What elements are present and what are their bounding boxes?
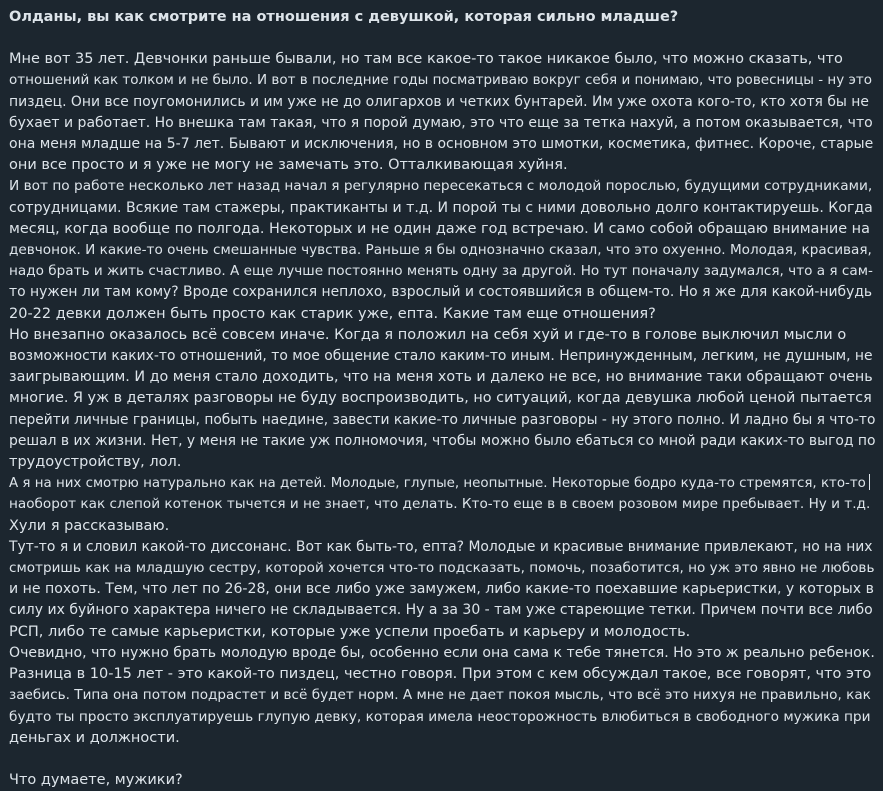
post-line: заебись. Типа она потом подрастет и всё будет норм. А мне не дает покоя мысль, что всё это нихуя не правильно, как [9, 687, 871, 704]
post-line: заигрывающим. И до меня стало доходить, что на меня хоть и далеко не все, но внимание таки обращают очень [9, 369, 873, 386]
post-closing-question: Что думаете, мужики? [9, 772, 183, 789]
post-line: Но внезапно оказалось всё совсем иначе. Когда я положил на себя хуй и где-то в голове выключил мысли о [9, 326, 847, 343]
post-line: наоборот как слепой котенок тычется и не знает, что делать. Кто-то еще в в своем розовом мире пребывает. Ну и т.д. [9, 496, 871, 513]
post-line: силу их буйного характера ничего не складывается. Ну а за 30 - там уже стареющие тетки. Причем почти все либо [9, 602, 873, 619]
post-line: Мне вот 35 лет. Девчонки раньше бывали, но там все какое-то такое никакое было, что можно сказать, что [9, 51, 843, 68]
post-line: отношений как толком и не было. И вот в последние годы посматриваю вокруг себя и понимаю, что ровесницы - ну это [9, 72, 873, 89]
post-line: они все просто и я уже не могу не замечать это. Отталкивающая хуйня. [9, 157, 568, 174]
post-line: перейти личные границы, побыть наедине, завести какие-то личные разговоры - ну этого полно. И ладно бы я что-то [9, 411, 876, 428]
post-line: деньгах и должности. [9, 729, 180, 746]
post-line: и не похоть. Тем, что лет по 26-28, они все либо уже замужем, либо какие-то поехавшие карьеристки, у которых в [9, 581, 874, 598]
post-line: Разница в 10-15 лет - это какой-то пиздец, честно говоря. При этом с кем обсуждал такое, все говорят, что это [9, 666, 872, 683]
post-line: 20-22 девки должен быть просто как старик уже, епта. Какие там еще отношения? [9, 305, 656, 322]
post-line: надо брать и жить счастливо. А еще лучше постоянно менять одну за другой. Но тут поначалу задумался, что а я сам- [9, 263, 873, 280]
post-body [9, 49, 875, 791]
post-line: возможности каких-то отношений, то мое общение стало каким-то иным. Непринужденным, легким, не душным, не [9, 348, 873, 365]
post-title: Олданы, вы как смотрите на отношения с девушкой, которая сильно младше? [9, 9, 679, 25]
post [9, 7, 875, 791]
post-line: многие. Я уж в деталях разговоры не буду воспроизводить, но ситуаций, когда девушка любой ценой пытается [9, 390, 872, 407]
post-line: бухает и работает. Но внешка там такая, что я порой думаю, это что еще за тетка нахуй, а потом оказывается, что [9, 114, 873, 131]
post-line: И вот по работе несколько лет назад начал я регулярно пересекаться с молодой порослью, будущими сотрудниками, [9, 178, 873, 195]
post-line: РСП, либо те самые карьеристки, которые уже успели проебать и карьеру и молодость. [9, 623, 691, 640]
blank-line [9, 749, 875, 770]
post-line: Очевидно, что нужно брать молодую вроде бы, особенно если она сама к тебе тянется. Но это ж реально ребенок. [9, 644, 875, 661]
text-cursor [869, 474, 870, 490]
post-line: то нужен ли там кому? Вроде сохранился неплохо, взрослый и состоявшийся в общем-то. Но я же для какой-нибудь [9, 284, 873, 301]
post-line: она меня младше на 5-7 лет. Бывают и исключения, но в основном это шмотки, косметика, фитнес. Короче, старые [9, 136, 874, 153]
post-line: будто ты просто эксплуатируешь глупую девку, которая имела неосторожность влюбиться в свободного мужика при [9, 708, 871, 725]
post-line: трудоустройству, лол. [9, 454, 182, 471]
post-line: решал в их жизни. Нет, у меня не такие уж полномочия, чтобы можно было ебаться со мной ради каких-то выгод по [9, 432, 876, 449]
post-line: смотришь как на младшую сестру, которой хочется что-то подсказать, помочь, позаботится, но уж это явно не любовь [9, 560, 875, 577]
post-line: сотрудницами. Всякие там стажеры, практиканты и т.д. И порой ты с ними довольно долго контактируешь. Когда [9, 199, 873, 216]
post-line: девчонок. И какие-то очень смешанные чувства. Раньше я бы однозначно сказал, что это охуенно. Молодая, красивая, [9, 242, 872, 259]
post-line-with-caret [9, 473, 875, 494]
post-line: пиздец. Они все поугомонились и им уже не до олигархов и четких бунтарей. Им уже охота кого-то, кто хотя бы не [9, 93, 869, 110]
post-line: Хули я рассказываю. [9, 517, 170, 534]
post-line: Тут-то я и словил какой-то диссонанс. Вот как быть-то, епта? Молодые и красивые внимание привлекают, но на них [9, 538, 873, 555]
post-line: А я на них смотрю натурально как на детей. Молодые, глупые, неопытные. Некоторые бодро куда-то стремятся, кто-то [9, 476, 866, 492]
post-line: месяц, когда вообще по полгода. Некоторых и не один даже год встречаю. И само собой обращаю внимание на [9, 220, 870, 237]
